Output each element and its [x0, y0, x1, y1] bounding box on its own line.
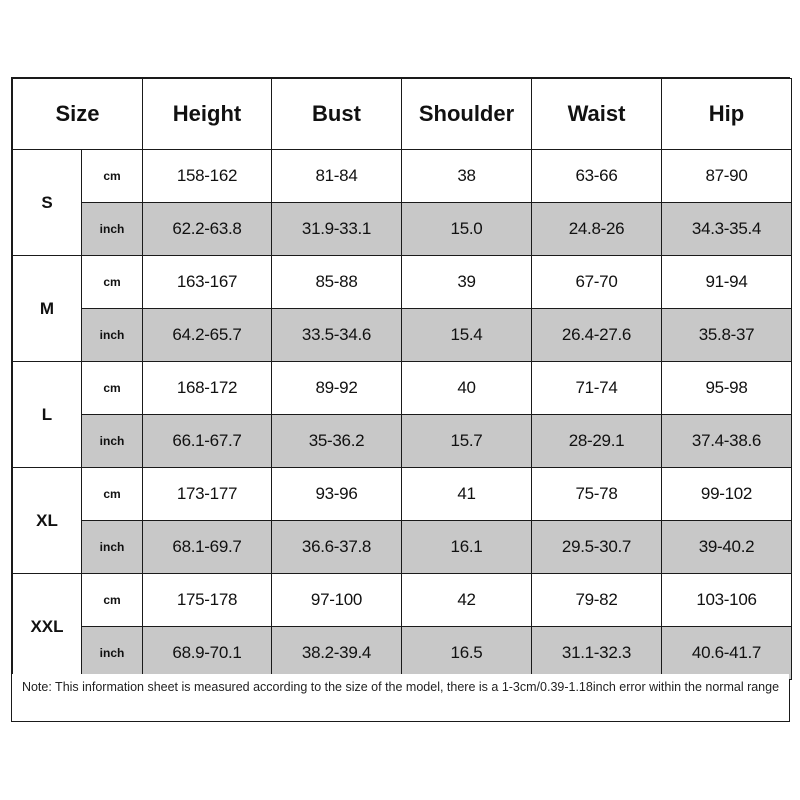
- header-height: Height: [143, 79, 272, 150]
- cell-bust: 36.6-37.8: [272, 521, 402, 574]
- cell-shoulder: 16.1: [402, 521, 532, 574]
- cell-bust: 31.9-33.1: [272, 203, 402, 256]
- table-row: [13, 362, 792, 415]
- cell-shoulder: 15.4: [402, 309, 532, 362]
- cell-hip: 39-40.2: [662, 521, 792, 574]
- cell-height: 168-172: [143, 362, 272, 415]
- cell-waist: 28-29.1: [532, 415, 662, 468]
- cell-waist: 63-66: [532, 150, 662, 203]
- table-row: [13, 150, 792, 203]
- cell-bust: 85-88: [272, 256, 402, 309]
- table-row: [13, 468, 792, 521]
- size-chart: [11, 77, 790, 722]
- cell-hip: 95-98: [662, 362, 792, 415]
- cell-shoulder: 41: [402, 468, 532, 521]
- table-row: [13, 415, 792, 468]
- header-row: [13, 79, 792, 150]
- header-size: Size: [13, 79, 143, 150]
- cell-waist: 75-78: [532, 468, 662, 521]
- cell-height: 175-178: [143, 574, 272, 627]
- cell-waist: 67-70: [532, 256, 662, 309]
- size-label: XXL: [13, 574, 82, 680]
- unit-label-cm: cm: [82, 362, 143, 415]
- cell-hip: 34.3-35.4: [662, 203, 792, 256]
- unit-label-cm: cm: [82, 150, 143, 203]
- table-row: [13, 309, 792, 362]
- size-label: XL: [13, 468, 82, 574]
- cell-bust: 93-96: [272, 468, 402, 521]
- cell-bust: 35-36.2: [272, 415, 402, 468]
- unit-label-inch: inch: [82, 203, 143, 256]
- header-waist: Waist: [532, 79, 662, 150]
- cell-shoulder: 42: [402, 574, 532, 627]
- table-body: [13, 79, 792, 680]
- measurement-note: Note: This information sheet is measured according to the size of the model, there is a 1-3cm/0.39-1.18inch error within the normal range: [12, 674, 789, 721]
- cell-waist: 31.1-32.3: [532, 627, 662, 680]
- cell-hip: 37.4-38.6: [662, 415, 792, 468]
- unit-label-inch: inch: [82, 627, 143, 680]
- table-row: [13, 627, 792, 680]
- cell-bust: 97-100: [272, 574, 402, 627]
- cell-height: 163-167: [143, 256, 272, 309]
- unit-label-inch: inch: [82, 309, 143, 362]
- cell-height: 62.2-63.8: [143, 203, 272, 256]
- unit-label-cm: cm: [82, 468, 143, 521]
- cell-height: 173-177: [143, 468, 272, 521]
- cell-bust: 89-92: [272, 362, 402, 415]
- size-label: M: [13, 256, 82, 362]
- cell-height: 64.2-65.7: [143, 309, 272, 362]
- cell-height: 158-162: [143, 150, 272, 203]
- cell-height: 68.9-70.1: [143, 627, 272, 680]
- header-bust: Bust: [272, 79, 402, 150]
- table-row: [13, 574, 792, 627]
- table-row: [13, 521, 792, 574]
- table-row: [13, 256, 792, 309]
- cell-waist: 71-74: [532, 362, 662, 415]
- cell-waist: 26.4-27.6: [532, 309, 662, 362]
- size-label: L: [13, 362, 82, 468]
- cell-shoulder: 15.7: [402, 415, 532, 468]
- cell-shoulder: 38: [402, 150, 532, 203]
- cell-bust: 38.2-39.4: [272, 627, 402, 680]
- cell-shoulder: 39: [402, 256, 532, 309]
- cell-shoulder: 40: [402, 362, 532, 415]
- cell-height: 68.1-69.7: [143, 521, 272, 574]
- unit-label-inch: inch: [82, 521, 143, 574]
- cell-bust: 33.5-34.6: [272, 309, 402, 362]
- cell-shoulder: 15.0: [402, 203, 532, 256]
- unit-label-cm: cm: [82, 256, 143, 309]
- cell-bust: 81-84: [272, 150, 402, 203]
- cell-waist: 79-82: [532, 574, 662, 627]
- cell-hip: 87-90: [662, 150, 792, 203]
- cell-hip: 40.6-41.7: [662, 627, 792, 680]
- cell-hip: 35.8-37: [662, 309, 792, 362]
- unit-label-inch: inch: [82, 415, 143, 468]
- cell-hip: 91-94: [662, 256, 792, 309]
- cell-waist: 24.8-26: [532, 203, 662, 256]
- cell-hip: 103-106: [662, 574, 792, 627]
- size-table: [12, 78, 792, 680]
- cell-hip: 99-102: [662, 468, 792, 521]
- table-row: [13, 203, 792, 256]
- unit-label-cm: cm: [82, 574, 143, 627]
- cell-waist: 29.5-30.7: [532, 521, 662, 574]
- cell-shoulder: 16.5: [402, 627, 532, 680]
- size-label: S: [13, 150, 82, 256]
- cell-height: 66.1-67.7: [143, 415, 272, 468]
- header-shoulder: Shoulder: [402, 79, 532, 150]
- header-hip: Hip: [662, 79, 792, 150]
